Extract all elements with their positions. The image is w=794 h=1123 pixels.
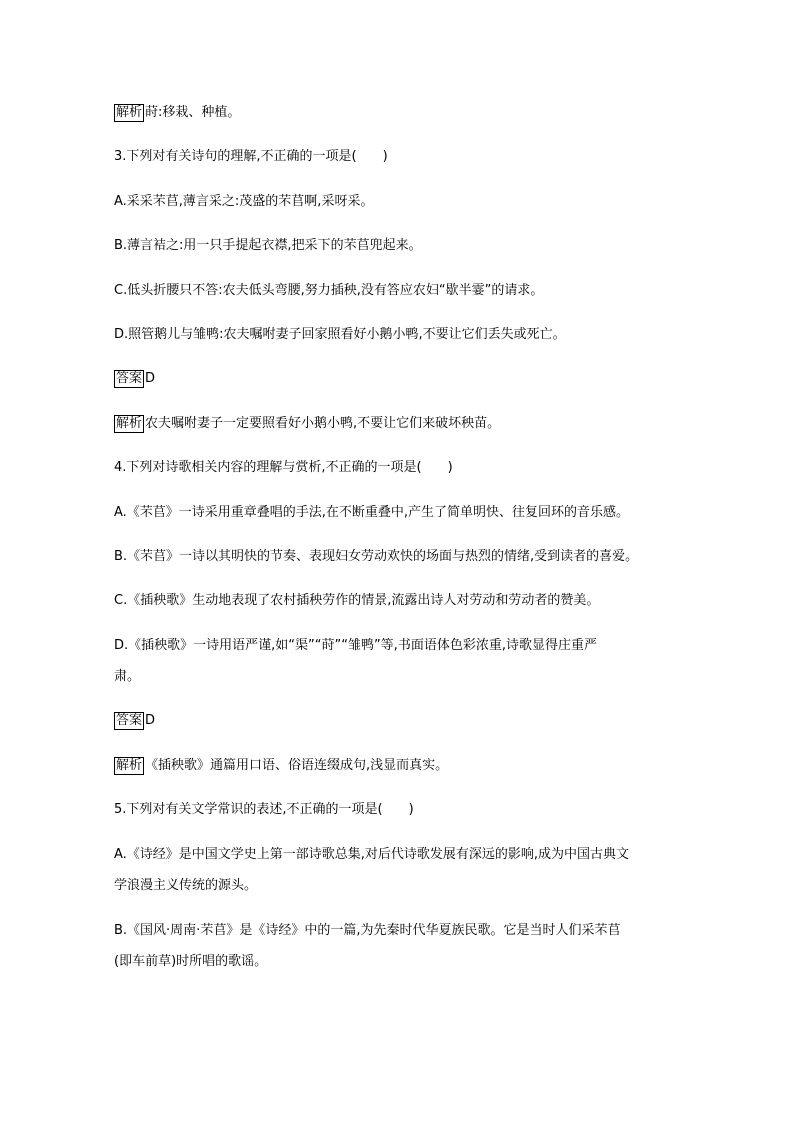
q4-option-b: B.《芣苢》一诗以其明快的节奏、表现妇女劳动欢快的场面与热烈的情绪,受到读者的喜爱。 — [114, 549, 639, 564]
q5-option-a-line1: A.《诗经》是中国文学史上第一部诗歌总集,对后代诗歌发展有深远的影响,成为中国古典文 — [114, 847, 630, 862]
analysis-tag: 解析 — [116, 105, 143, 120]
q3-answer-line — [114, 368, 694, 390]
q3-option-b: B.薄言袺之:用一只手提起衣襟,把采下的芣苢兜起来。 — [114, 238, 422, 253]
q4-answer-line — [114, 710, 694, 732]
analysis-tag: 解析 — [116, 758, 143, 773]
q5-option-a-line2: 学浪漫主义传统的源头。 — [114, 878, 258, 893]
analysis-text: 莳:移栽、种植。 — [145, 105, 241, 120]
answer-tag: 答案 — [116, 713, 143, 728]
question-5-stem: 5.下列对有关文学常识的表述,不正确的一项是( ) — [114, 802, 414, 817]
q4-analysis-line — [114, 755, 694, 777]
analysis-text: 农夫嘱咐妻子一定要照看好小鹅小鸭,不要让它们来破坏秧苗。 — [145, 416, 501, 431]
q3-option-a: A.采采芣苢,薄言采之:茂盛的芣苢啊,采呀采。 — [114, 194, 374, 209]
q5-option-b-line2: (即车前草)时所唱的歌谣。 — [114, 954, 268, 969]
q4-option-d-line2: 肃。 — [114, 669, 141, 684]
q3-analysis-line — [114, 413, 694, 435]
analysis-text: 《插秧歌》通篇用口语、俗语连缀成句,浅显而真实。 — [145, 758, 449, 773]
analysis-line-q2 — [114, 102, 694, 124]
question-3-stem: 3.下列对有关诗句的理解,不正确的一项是( ) — [114, 149, 388, 164]
q3-option-c: C.低头折腰只不答:农夫低头弯腰,努力插秧,没有答应农妇“歇半霎”的请求。 — [114, 283, 544, 298]
answer-text: D — [145, 713, 156, 728]
q5-option-b-line1: B.《国风·周南·芣苢》是《诗经》中的一篇,为先秦时代华夏族民歌。它是当时人们采芣苢 — [114, 923, 621, 938]
q3-option-d: D.照管鹅儿与雏鸭:农夫嘱咐妻子回家照看好小鹅小鸭,不要让它们丢失或死亡。 — [114, 327, 566, 342]
q4-option-c: C.《插秧歌》生动地表现了农村插秧劳作的情景,流露出诗人对劳动和劳动者的赞美。 — [114, 593, 600, 608]
analysis-tag: 解析 — [116, 416, 143, 431]
q4-option-a: A.《芣苢》一诗采用重章叠唱的手法,在不断重叠中,产生了简单明快、往复回环的音乐感。 — [114, 505, 630, 520]
question-4-stem: 4.下列对诗歌相关内容的理解与赏析,不正确的一项是( ) — [114, 460, 453, 475]
q4-option-d-line1: D.《插秧歌》一诗用语严谨,如“渠”“莳”“雏鸭”等,书面语体色彩浓重,诗歌显得庄重严 — [114, 638, 597, 653]
answer-text: D — [145, 371, 156, 386]
answer-tag: 答案 — [116, 371, 143, 386]
